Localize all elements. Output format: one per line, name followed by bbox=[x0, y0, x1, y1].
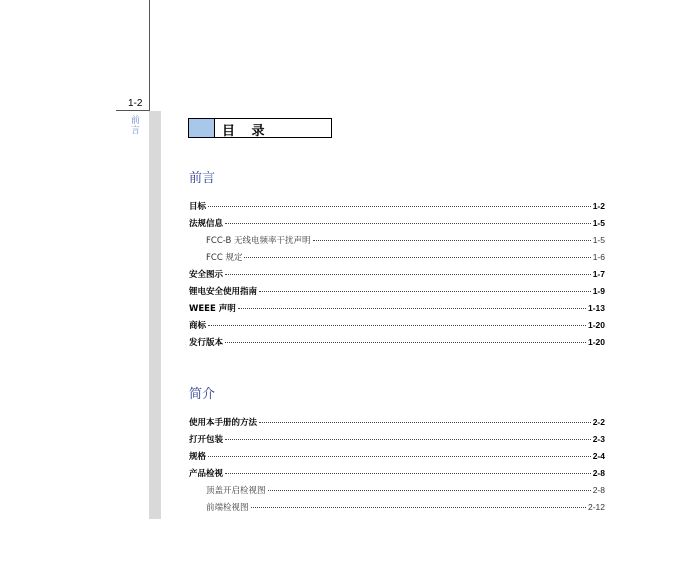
dot-leader bbox=[225, 342, 586, 343]
toc-entry-page: 2-4 bbox=[592, 451, 605, 461]
toc-entry-page: 1-2 bbox=[592, 201, 605, 211]
toc-entry[interactable] bbox=[206, 234, 605, 248]
toc-entry-page: 2-8 bbox=[592, 485, 605, 495]
toc-entry-page: 1-9 bbox=[592, 286, 605, 296]
toc-entry[interactable] bbox=[206, 251, 605, 265]
dot-leader bbox=[268, 490, 591, 491]
dot-leader bbox=[208, 206, 591, 207]
section-heading-preface: 前言 bbox=[189, 171, 216, 186]
toc-entry-page: 2-8 bbox=[592, 468, 605, 478]
toc-entry-title: 打开包装 bbox=[189, 435, 224, 445]
toc-entry-title: FCC 规定 bbox=[206, 253, 243, 263]
toc-entry-title: 锂电安全使用指南 bbox=[189, 287, 258, 297]
toc-entry-page: 1-5 bbox=[592, 218, 605, 228]
toc-entry-title: WEEE 声明 bbox=[189, 304, 236, 314]
toc-title: 目 录 bbox=[222, 124, 271, 139]
dot-leader bbox=[251, 507, 586, 508]
dot-leader bbox=[208, 456, 591, 457]
toc-entry-title: 安全图示 bbox=[189, 270, 224, 280]
toc-entry-title: 目标 bbox=[189, 202, 207, 212]
toc-entry-title: 前端检视图 bbox=[206, 503, 249, 513]
toc-entry[interactable] bbox=[189, 433, 605, 447]
dot-leader bbox=[238, 308, 586, 309]
toc-entry-title: 产品检视 bbox=[189, 469, 224, 479]
toc-entry[interactable] bbox=[189, 319, 605, 333]
toc-entry-page: 1-20 bbox=[587, 320, 605, 330]
toc-entry[interactable] bbox=[189, 200, 605, 214]
chapter-side-label: 前言 bbox=[131, 116, 141, 136]
toc-entry[interactable] bbox=[206, 501, 605, 515]
page-number: 1-2 bbox=[128, 98, 143, 109]
toc-entry[interactable] bbox=[189, 268, 605, 282]
toc-entry-title: 使用本手册的方法 bbox=[189, 418, 258, 428]
dot-leader bbox=[225, 439, 591, 440]
dot-leader bbox=[313, 240, 591, 241]
toc-entry[interactable] bbox=[189, 336, 605, 350]
margin-vertical-rule bbox=[149, 0, 150, 110]
dot-leader bbox=[244, 257, 590, 258]
toc-entry[interactable] bbox=[189, 285, 605, 299]
dot-leader bbox=[225, 223, 591, 224]
toc-entry-page: 1-6 bbox=[592, 252, 605, 262]
toc-entry-page: 2-2 bbox=[592, 417, 605, 427]
section-heading-introduction: 简介 bbox=[189, 387, 216, 402]
dot-leader bbox=[208, 325, 586, 326]
toc-entry-title: 规格 bbox=[189, 452, 207, 462]
toc-entry[interactable] bbox=[189, 302, 605, 316]
toc-entry[interactable] bbox=[189, 467, 605, 481]
toc-entry[interactable] bbox=[206, 484, 605, 498]
toc-title-box bbox=[188, 118, 332, 138]
dot-leader bbox=[259, 422, 591, 423]
toc-entry-page: 1-5 bbox=[592, 235, 605, 245]
toc-entry-title: 商标 bbox=[189, 321, 207, 331]
toc-entry-title: 发行版本 bbox=[189, 338, 224, 348]
toc-entry-page: 1-13 bbox=[587, 303, 605, 313]
toc-entry[interactable] bbox=[189, 416, 605, 430]
margin-horizontal-rule bbox=[116, 110, 150, 111]
title-color-swatch bbox=[189, 119, 215, 137]
margin-gray-bar bbox=[149, 111, 161, 519]
toc-entry-title: 法规信息 bbox=[189, 219, 224, 229]
toc-entry-page: 2-12 bbox=[587, 502, 605, 512]
dot-leader bbox=[259, 291, 591, 292]
toc-entry-page: 2-3 bbox=[592, 434, 605, 444]
toc-entry-title: 顶盖开启检视图 bbox=[206, 486, 266, 496]
toc-entry-page: 1-20 bbox=[587, 337, 605, 347]
toc-entry[interactable] bbox=[189, 217, 605, 231]
toc-entry[interactable] bbox=[189, 450, 605, 464]
toc-entry-title: FCC-B 无线电频率干扰声明 bbox=[206, 236, 311, 246]
toc-entry-page: 1-7 bbox=[592, 269, 605, 279]
dot-leader bbox=[225, 274, 591, 275]
dot-leader bbox=[225, 473, 591, 474]
